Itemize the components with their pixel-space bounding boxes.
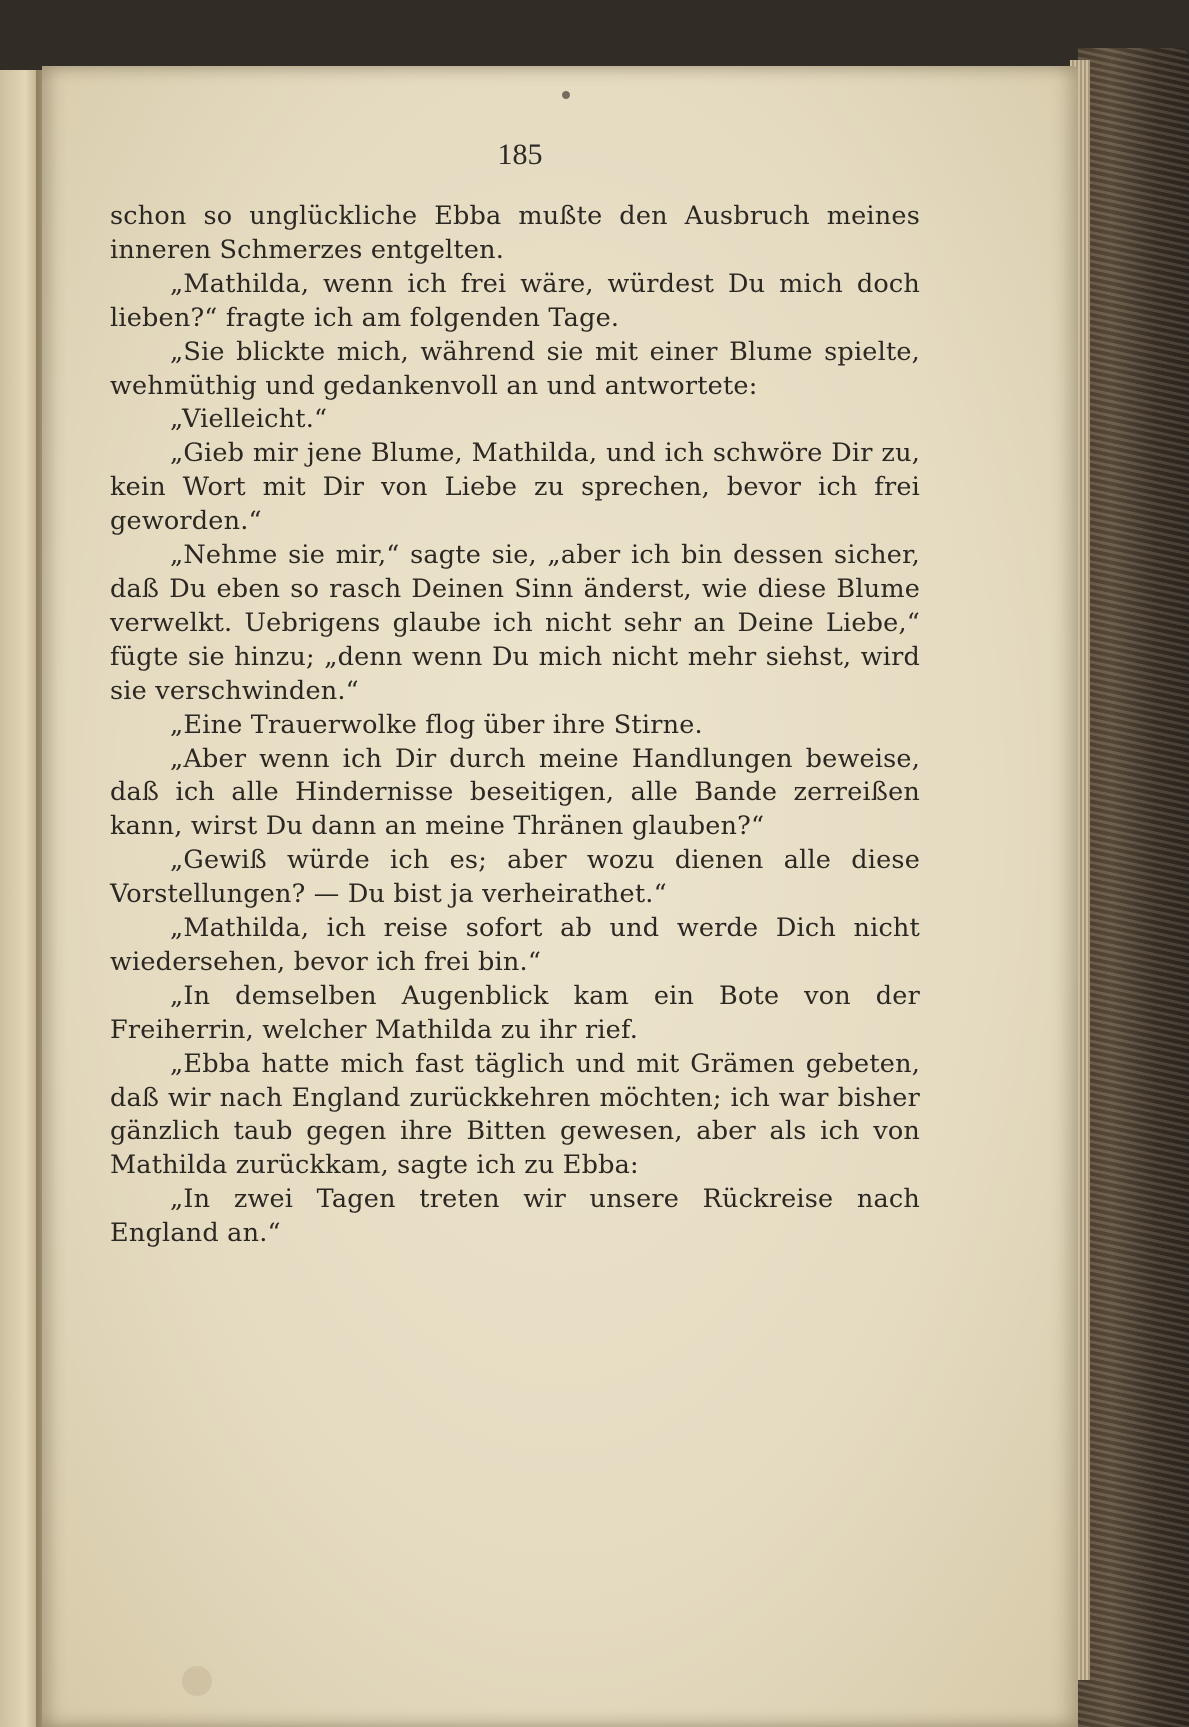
- paragraph: „Ebba hatte mich fast täglich und mit Grämen gebeten, daß wir nach England zurückkehren möchten; ich war bisher gänzlich taub gegen ihre Bitten gewesen, aber als ich von Mathilda zurückkam, sagte ich zu Ebba:: [110, 1048, 920, 1181]
- page-stain: [182, 1666, 212, 1696]
- paragraph: „Nehme sie mir,“ sagte sie, „aber ich bin dessen sicher, daß Du eben so rasch Deinen Sinn änderst, wie diese Blume verwelkt. Uebrigens glaube ich nicht sehr an Deine Liebe,“ fügte sie hinzu; „denn wenn Du mich nicht mehr siehst, wird sie verschwinden.“: [110, 540, 920, 706]
- paragraph: „Mathilda, ich reise sofort ab und werde Dich nicht wiedersehen, bevor ich frei bin.“: [110, 913, 920, 977]
- paragraph: „Sie blickte mich, während sie mit einer Blume spielte, wehmüthig und gedankenvoll an und antwortete:: [110, 336, 920, 401]
- paragraph: „In zwei Tagen treten wir unsere Rückreise nach England an.“: [110, 1184, 920, 1249]
- paragraph: „Aber wenn ich Dir durch meine Handlungen beweise, daß ich alle Hindernisse beseitigen, alle Bande zerreißen kann, wirst Du dann an meine Thränen glauben?“: [110, 743, 920, 842]
- paragraph: „Vielleicht.“: [170, 404, 328, 435]
- book-cover-edge: [1078, 48, 1189, 1727]
- page-number: 185: [497, 138, 543, 171]
- paragraph: „In demselben Augenblick kam ein Bote von der Freiherrin, welcher Mathilda zu ihr rief.: [110, 980, 920, 1045]
- paragraph: „Gieb mir jene Blume, Mathilda, und ich schwöre Dir zu, kein Wort mit Dir von Liebe zu sprechen, bevor ich frei geworden.“: [110, 438, 920, 537]
- page-speck: [562, 91, 570, 99]
- paragraph: schon so unglückliche Ebba mußte den Ausbruch meines inneren Schmerzes entgelten.: [110, 201, 920, 265]
- paragraph: „Eine Trauerwolke flog über ihre Stirne.: [170, 709, 703, 740]
- paragraph: „Gewiß würde ich es; aber wozu dienen alle diese Vorstellungen? — Du bist ja verheirathet.“: [110, 845, 920, 910]
- page-text: [110, 200, 920, 1251]
- paragraph: „Mathilda, wenn ich frei wäre, würdest Du mich doch lieben?“ fragte ich am folgenden Tage.: [110, 268, 920, 333]
